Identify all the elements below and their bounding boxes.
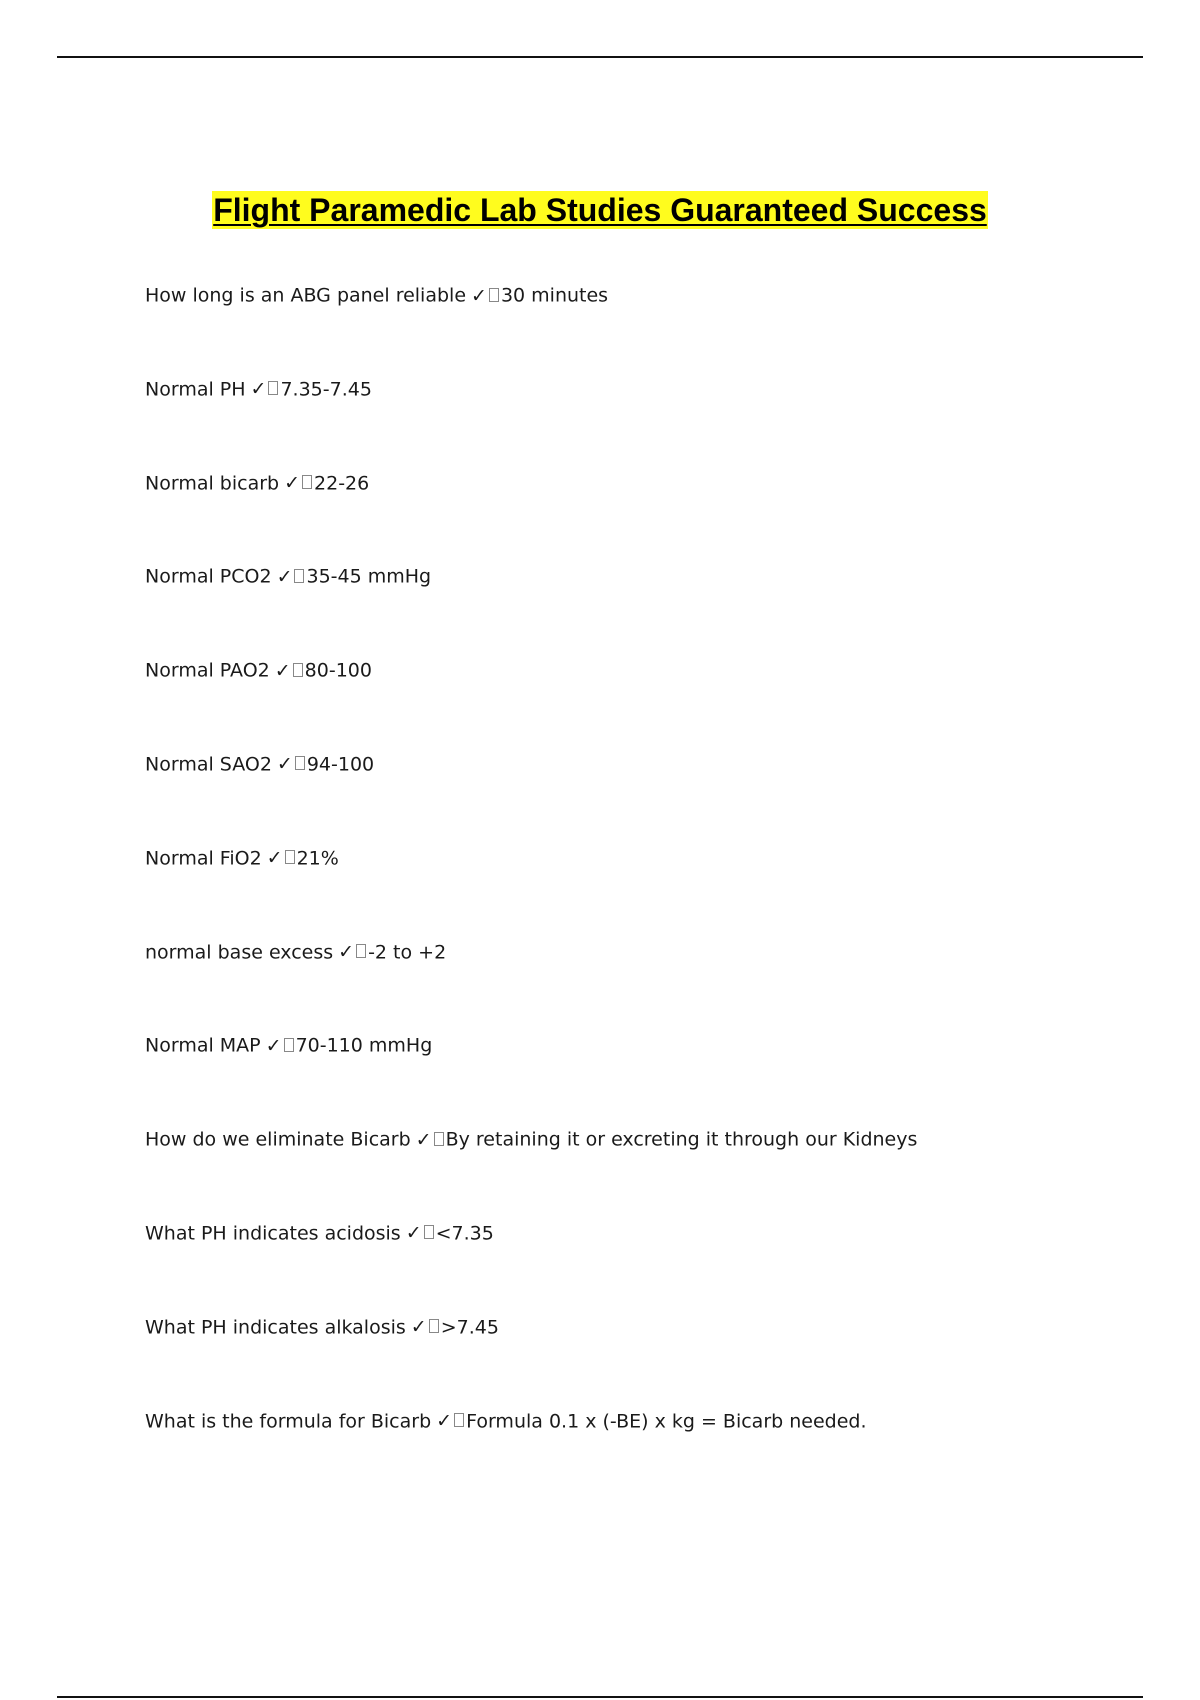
- check-icon: ✓: [471, 284, 487, 307]
- answer-text: 70-110 mmHg: [295, 1034, 433, 1057]
- answer-text: By retaining it or excreting it through our Kidneys: [445, 1128, 918, 1151]
- qa-list: [145, 277, 1105, 1496]
- question-text: Normal FiO2: [145, 847, 262, 870]
- check-icon: ✓: [276, 565, 293, 588]
- answer-text: 21%: [296, 847, 339, 870]
- answer-text: <7.35: [435, 1222, 494, 1245]
- question-text: How do we eliminate Bicarb: [145, 1128, 411, 1151]
- check-icon: ✓: [415, 1128, 432, 1151]
- missing-glyph-box-icon: [424, 1225, 434, 1239]
- footer-rule: [57, 1696, 1143, 1698]
- title-container: [0, 191, 1200, 229]
- check-icon: ✓: [338, 941, 355, 964]
- qa-item: [145, 934, 1105, 1028]
- qa-item: [145, 1403, 1105, 1497]
- qa-item: [145, 746, 1105, 840]
- check-icon: ✓: [266, 847, 283, 870]
- answer-text: 7.35-7.45: [280, 378, 372, 401]
- answer-text: 80-100: [304, 659, 372, 682]
- qa-item: [145, 1027, 1105, 1121]
- missing-glyph-box-icon: [302, 475, 312, 489]
- missing-glyph-box-icon: [454, 1413, 464, 1427]
- question-text: How long is an ABG panel reliable: [145, 284, 467, 307]
- check-icon: ✓: [284, 472, 301, 495]
- qa-item: [145, 652, 1105, 746]
- answer-text: >7.45: [440, 1316, 499, 1339]
- missing-glyph-box-icon: [285, 850, 295, 864]
- answer-text: Formula 0.1 x (-BE) x kg = Bicarb needed.: [466, 1410, 867, 1433]
- question-text: What PH indicates alkalosis: [145, 1316, 406, 1339]
- check-icon: ✓: [274, 659, 291, 682]
- question-text: Normal PH: [145, 378, 246, 401]
- answer-text: 94-100: [306, 753, 375, 776]
- check-icon: ✓: [265, 1034, 282, 1057]
- missing-glyph-box-icon: [284, 1038, 294, 1052]
- document-title: Flight Paramedic Lab Studies Guaranteed Success: [213, 192, 987, 228]
- qa-item: [145, 371, 1105, 465]
- missing-glyph-box-icon: [293, 663, 303, 677]
- qa-item: [145, 840, 1105, 934]
- qa-item: [145, 277, 1105, 371]
- qa-item: [145, 1215, 1105, 1309]
- missing-glyph-box-icon: [295, 756, 305, 770]
- question-text: Normal PAO2: [145, 659, 270, 682]
- question-text: What is the formula for Bicarb: [145, 1410, 432, 1433]
- check-icon: ✓: [276, 753, 293, 776]
- check-icon: ✓: [250, 378, 267, 401]
- answer-text: 30 minutes: [500, 284, 609, 307]
- question-text: Normal SAO2: [145, 753, 272, 776]
- missing-glyph-box-icon: [294, 569, 304, 583]
- missing-glyph-box-icon: [268, 381, 278, 395]
- missing-glyph-box-icon: [356, 944, 366, 958]
- header-rule: [57, 56, 1143, 58]
- answer-text: 35-45 mmHg: [306, 565, 432, 588]
- missing-glyph-box-icon: [489, 288, 499, 302]
- question-text: normal base excess: [145, 941, 334, 964]
- question-text: Normal bicarb: [145, 472, 280, 495]
- question-text: What PH indicates acidosis: [145, 1222, 401, 1245]
- missing-glyph-box-icon: [434, 1132, 444, 1146]
- qa-item: [145, 1121, 1105, 1215]
- check-icon: ✓: [436, 1410, 453, 1433]
- qa-item: [145, 558, 1105, 652]
- question-text: Normal PCO2: [145, 565, 272, 588]
- qa-item: [145, 465, 1105, 559]
- missing-glyph-box-icon: [429, 1319, 439, 1333]
- check-icon: ✓: [405, 1222, 422, 1245]
- answer-text: 22-26: [314, 472, 370, 495]
- question-text: Normal MAP: [145, 1034, 261, 1057]
- answer-text: -2 to +2: [368, 941, 447, 964]
- check-icon: ✓: [410, 1316, 427, 1339]
- qa-item: [145, 1309, 1105, 1403]
